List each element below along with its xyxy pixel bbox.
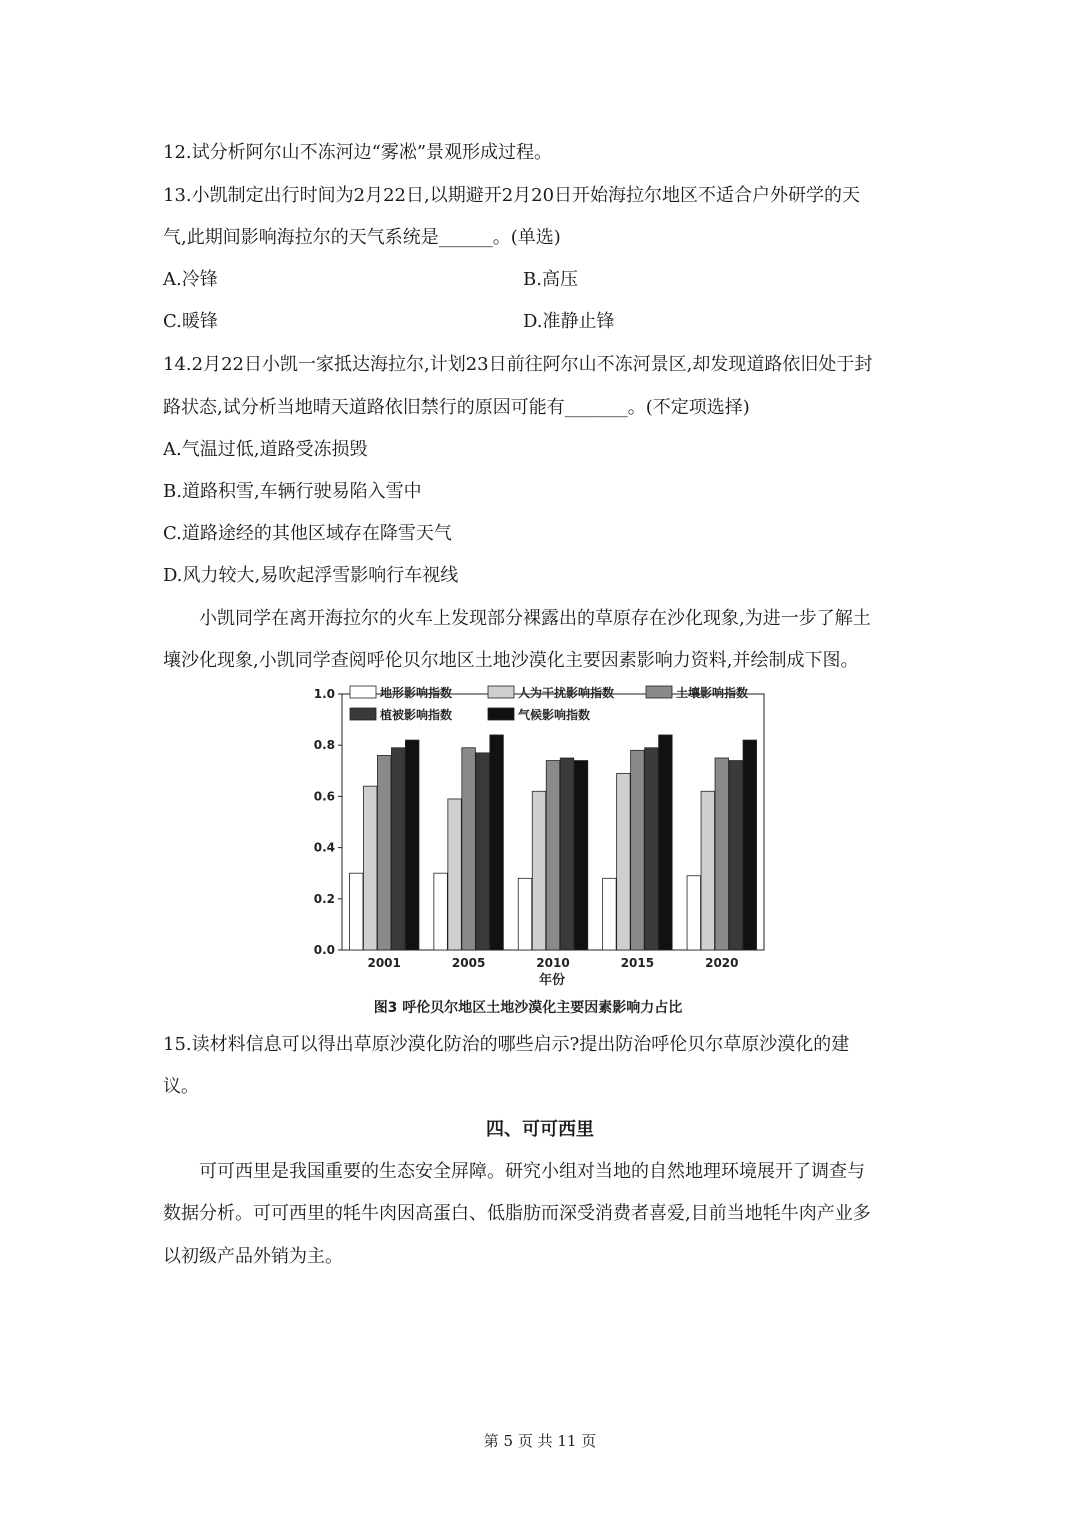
- intro-line-1: 小凯同学在离开海拉尔的火车上发现部分裸露出的草原存在沙化现象,为进一步了解土: [199, 608, 871, 629]
- bar: [687, 876, 701, 950]
- bar: [659, 735, 673, 950]
- bar: [377, 755, 391, 950]
- question-14-line-2: 路状态,试分析当地晴天道路依旧禁行的原因可能有_______。(不定项选择): [163, 397, 750, 418]
- chart-title: 图3 呼伦贝尔地区土地沙漠化主要因素影响力占比: [373, 1000, 683, 1016]
- bar: [546, 761, 560, 950]
- y-tick-label: 1.0: [313, 687, 335, 701]
- legend-label: 植被影响指数: [380, 708, 453, 722]
- desertification-bar-chart: [300, 682, 780, 1022]
- section-4-line-2: 数据分析。可可西里的牦牛肉因高蛋白、低脂肪而深受消费者喜爱,目前当地牦牛肉产业多: [163, 1203, 871, 1224]
- question-14-line-1: 14.2月22日小凯一家抵达海拉尔,计划23日前往阿尔山不冻河景区,却发现道路依旧处于封: [163, 354, 873, 375]
- legend-label: 气候影响指数: [518, 708, 591, 722]
- chart-xlabel: 年份: [538, 973, 566, 988]
- legend-label: 地形影响指数: [380, 686, 453, 700]
- bar: [490, 735, 504, 950]
- y-tick-label: 0.2: [313, 891, 335, 906]
- question-12-text: 12.试分析阿尔山不冻河边“雾凇”景观形成过程。: [163, 142, 553, 163]
- legend-label: 土壤影响指数: [676, 686, 749, 700]
- legend-swatch: [488, 708, 514, 720]
- y-tick-label: 0.6: [313, 789, 335, 804]
- bar: [701, 791, 715, 950]
- bar: [729, 761, 743, 950]
- question-13-line-1: 13.小凯制定出行时间为2月22日,以期避开2月20日开始海拉尔地区不适合户外研学的天: [163, 185, 861, 206]
- legend-swatch: [488, 686, 514, 698]
- bar: [349, 873, 363, 950]
- bar: [617, 773, 631, 950]
- bar: [603, 878, 617, 950]
- x-tick-label: 2015: [620, 956, 655, 970]
- question-15-line-2: 议。: [163, 1076, 199, 1097]
- x-tick-label: 2005: [451, 956, 486, 970]
- page-footer: 第 5 页 共 11 页: [483, 1432, 597, 1450]
- question-13-option-d: D.准静止锋: [523, 311, 615, 332]
- bar: [631, 750, 645, 950]
- x-tick-label: 2001: [367, 956, 401, 970]
- bar: [405, 740, 419, 950]
- legend-swatch: [350, 686, 376, 698]
- section-4-line-1: 可可西里是我国重要的生态安全屏障。研究小组对当地的自然地理环境展开了调查与: [199, 1161, 865, 1182]
- bar: [560, 758, 574, 950]
- question-15-line-1: 15.读材料信息可以得出草原沙漠化防治的哪些启示?提出防治呼伦贝尔草原沙漠化的建: [163, 1034, 850, 1055]
- bar: [532, 791, 546, 950]
- bar: [715, 758, 729, 950]
- bar: [391, 748, 405, 950]
- bar: [518, 878, 532, 950]
- legend-label: 人为干扰影响指数: [518, 686, 615, 700]
- question-13-option-a: A.冷锋: [163, 269, 218, 290]
- y-tick-label: 0.8: [313, 738, 335, 753]
- intro-line-2: 壤沙化现象,小凯同学查阅呼伦贝尔地区土地沙漠化主要因素影响力资料,并绘制成下图。: [163, 650, 859, 671]
- bar: [434, 873, 448, 950]
- y-tick-label: 0.4: [313, 840, 335, 855]
- section-4-heading: 四、可可西里: [486, 1119, 594, 1140]
- legend-swatch: [646, 686, 672, 698]
- question-13-line-2: 气,此期间影响海拉尔的天气系统是______。(单选): [163, 227, 561, 248]
- bar: [476, 753, 490, 950]
- question-13-option-c: C.暖锋: [163, 311, 218, 332]
- question-13-option-b: B.高压: [523, 269, 578, 290]
- bar: [645, 748, 659, 950]
- question-14-option-d: D.风力较大,易吹起浮雪影响行车视线: [163, 565, 459, 586]
- bar: [448, 799, 462, 950]
- section-4-line-3: 以初级产品外销为主。: [163, 1246, 343, 1267]
- question-14-option-a: A.气温过低,道路受冻损毁: [163, 439, 368, 460]
- bar: [462, 748, 476, 950]
- question-14-option-b: B.道路积雪,车辆行驶易陷入雪中: [163, 481, 422, 502]
- question-14-option-c: C.道路途经的其他区域存在降雪天气: [163, 523, 452, 544]
- y-tick-label: 0.0: [313, 943, 335, 957]
- bar: [743, 740, 757, 950]
- x-tick-label: 2010: [536, 956, 570, 970]
- x-tick-label: 2020: [705, 956, 739, 970]
- bar: [363, 786, 377, 950]
- bar: [574, 761, 588, 950]
- legend-swatch: [350, 708, 376, 720]
